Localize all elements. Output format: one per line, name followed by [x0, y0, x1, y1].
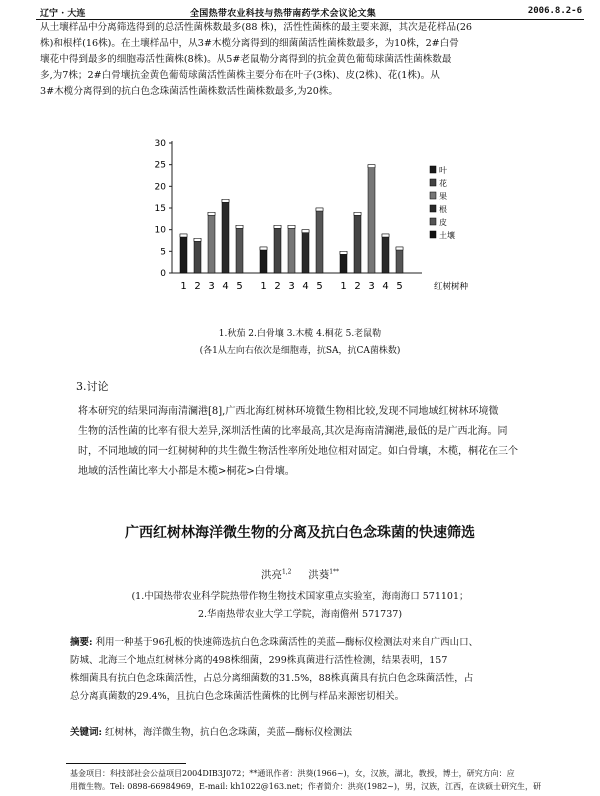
y-tick-label: 0	[160, 269, 166, 279]
bar	[180, 234, 187, 273]
bar-cap	[368, 165, 375, 168]
legend-label: 土壤	[439, 231, 455, 240]
legend-label: 皮	[439, 218, 447, 227]
author-name: 洪亮	[260, 569, 282, 581]
x-tick-label: 3	[368, 281, 375, 292]
abstract	[70, 634, 570, 706]
text-line: 生物的活性菌的比率有很大差异,深圳活性菌的比率最高,其次是海南清澜港,最低的是广西北海。同	[78, 426, 508, 437]
affiliation-line2: 2.华南热带农业大学工学院，海南儋州 571737)	[197, 609, 403, 620]
article-authors	[0, 567, 600, 582]
x-tick-label: 3	[208, 281, 215, 292]
legend-label: 果	[439, 192, 447, 201]
text-line: 3#木榄分离得到的抗白色念珠菌活性菌株数活性菌株数最多,为20株。	[40, 86, 339, 97]
bar-cap	[288, 225, 295, 228]
text-line: 多,为7株；2#白骨壤抗金黄色葡萄球菌活性菌株主要分布在叶子(3株)、皮(2株)、花(1株)。从	[40, 70, 440, 81]
legend-label: 叶	[439, 166, 447, 175]
legend-swatch	[430, 218, 436, 225]
keywords	[70, 724, 352, 738]
legend-swatch	[430, 179, 436, 186]
header-proceedings-title: 全国热带农业科技与热带南药学术会议论文集	[190, 9, 377, 19]
text-line: 基金项目：科技部社会公益项目2004DIB3J072；**通讯作者：洪葵(1966~)，女，汉族，湖北，教授，博士，研究方向：应	[70, 769, 515, 778]
author-affiliation-mark: 1**	[329, 568, 340, 576]
bar-cap	[382, 234, 389, 237]
y-tick-label: 5	[160, 247, 166, 258]
x-tick-label: 5	[236, 281, 243, 292]
bar-cap	[274, 225, 281, 228]
x-axis-label: 红树树种	[434, 282, 469, 292]
bar-cap	[302, 230, 309, 233]
bar-cap	[260, 247, 267, 250]
text-line: 壤花中得到最多的细胞毒活性菌株(8株)。从5#老鼠勒分离得到的抗金黄色葡萄球菌活性菌株数最	[40, 54, 452, 65]
author-name: 洪葵	[308, 569, 330, 581]
x-tick-label: 2	[354, 281, 361, 292]
text-line: 地域的活性菌比率大小都是木榄>桐花>白骨壤。	[78, 466, 295, 477]
bar-cap	[180, 234, 187, 237]
text-line: 用微生物。Tel: 0898-66984969，E-mail: kh1022@163.net；作者简介：洪亮(1982~)，男，汉族，江西，在读硕士研究生，研	[70, 782, 542, 791]
bar	[208, 212, 215, 273]
bar	[274, 225, 281, 273]
y-tick-label: 20	[154, 182, 166, 193]
x-tick-label: 5	[396, 281, 403, 292]
page-header	[40, 6, 582, 20]
text-line: 利用一种基于96孔板的快速筛选抗白色念珠菌活性的美蓝—酶标仪检测法对来自广西山口、	[95, 637, 479, 648]
x-tick-label: 2	[194, 281, 201, 292]
footnote	[70, 767, 541, 793]
affiliation-line1: (1.中国热带农业科学院热带作物生物技术国家重点实验室，海南海口 571101；	[131, 591, 469, 602]
y-tick-label: 25	[154, 160, 166, 171]
bar	[222, 199, 229, 273]
section-heading: 3.讨论	[76, 380, 109, 393]
text-line: 防城、北海三个地点红树林分离的498株细菌，299株真菌进行活性检测，结果表明，157	[70, 655, 448, 666]
article-title: 广西红树林海洋微生物的分离及抗白色念珠菌的快速筛选	[125, 525, 475, 541]
legend-swatch	[430, 166, 436, 173]
bar-cap	[354, 212, 361, 215]
x-tick-label: 4	[382, 281, 389, 292]
text-line: 株细菌具有抗白色念珠菌活性，占总分离细菌数的31.5%，88株真菌具有抗白色念珠菌活性，占	[70, 673, 474, 684]
y-tick-label: 15	[154, 204, 166, 214]
y-tick-label: 10	[154, 225, 166, 236]
bar	[260, 247, 267, 273]
bar	[194, 238, 201, 273]
bar-cap	[316, 208, 323, 211]
figure-caption-line2: (各1从左向右依次是细胞毒，抗SA，抗CA菌株数)	[199, 346, 401, 356]
text-line: 从土壤样品中分离筛选得到的总活性菌株数最多(88 株)，活性性菌株的最主要来源，其次是花样品(26	[40, 22, 473, 33]
header-date: 2006.8.2-6	[527, 6, 582, 16]
abstract-label: 摘要:	[70, 637, 93, 648]
x-tick-label: 1	[340, 281, 347, 292]
author-affiliation-mark: 1,2	[281, 568, 292, 576]
bar	[316, 208, 323, 273]
figure-caption-line1: 1.秋茄 2.白骨壤 3.木榄 4.桐花 5.老鼠勒	[218, 329, 382, 339]
bar	[288, 225, 295, 273]
bar-cap	[208, 212, 215, 215]
legend-swatch	[430, 192, 436, 199]
bar-cap	[340, 251, 347, 254]
bar	[368, 165, 375, 273]
x-tick-label: 4	[222, 281, 229, 292]
header-location: 辽宁 · 大连	[40, 9, 86, 19]
bar-cap	[236, 225, 243, 228]
bar	[302, 230, 309, 273]
y-tick-label: 30	[154, 139, 166, 149]
keywords-label: 关键词:	[70, 727, 103, 738]
results-paragraph	[40, 20, 562, 100]
bar-cap	[194, 238, 201, 241]
active-strain-bar-chart	[120, 130, 500, 298]
keywords-text: 红树林，海洋微生物，抗白色念珠菌，美蓝—酶标仪检测法	[105, 727, 353, 738]
legend-swatch	[430, 231, 436, 238]
x-tick-label: 1	[260, 281, 267, 292]
legend-label: 根	[439, 205, 447, 214]
x-tick-label: 3	[288, 281, 295, 292]
bar-cap	[396, 247, 403, 250]
text-line: 将本研究的结果同海南清澜港[8],广西北海红树林环境微生物相比较,发现不同地域红树林环境微	[78, 406, 499, 417]
text-line: 总分离真菌数的29.4%，且抗白色念珠菌活性菌株的比例与样品来源密切相关。	[70, 691, 405, 702]
legend-swatch	[430, 205, 436, 212]
bar	[396, 247, 403, 273]
legend-label: 花	[439, 179, 447, 188]
x-tick-label: 1	[180, 281, 187, 292]
x-tick-label: 5	[316, 281, 323, 292]
text-line: 株)和根样(16株)。在土壤样品中，从3#木榄分离得到的细菌菌活性菌株数最多，为10株，2#白骨	[40, 38, 459, 49]
bar	[354, 212, 361, 273]
bar	[382, 234, 389, 273]
footnote-rule	[66, 763, 186, 764]
x-tick-label: 2	[274, 281, 281, 292]
text-line: 时，不同地域的同一红树树种的共生微生物活性率所处地位相对固定。如白骨壤，木榄，桐花在三个	[78, 446, 518, 457]
bar-cap	[222, 199, 229, 202]
x-tick-label: 4	[302, 281, 309, 292]
bar	[236, 225, 243, 273]
bar	[340, 251, 347, 273]
discussion-paragraph	[78, 402, 558, 482]
